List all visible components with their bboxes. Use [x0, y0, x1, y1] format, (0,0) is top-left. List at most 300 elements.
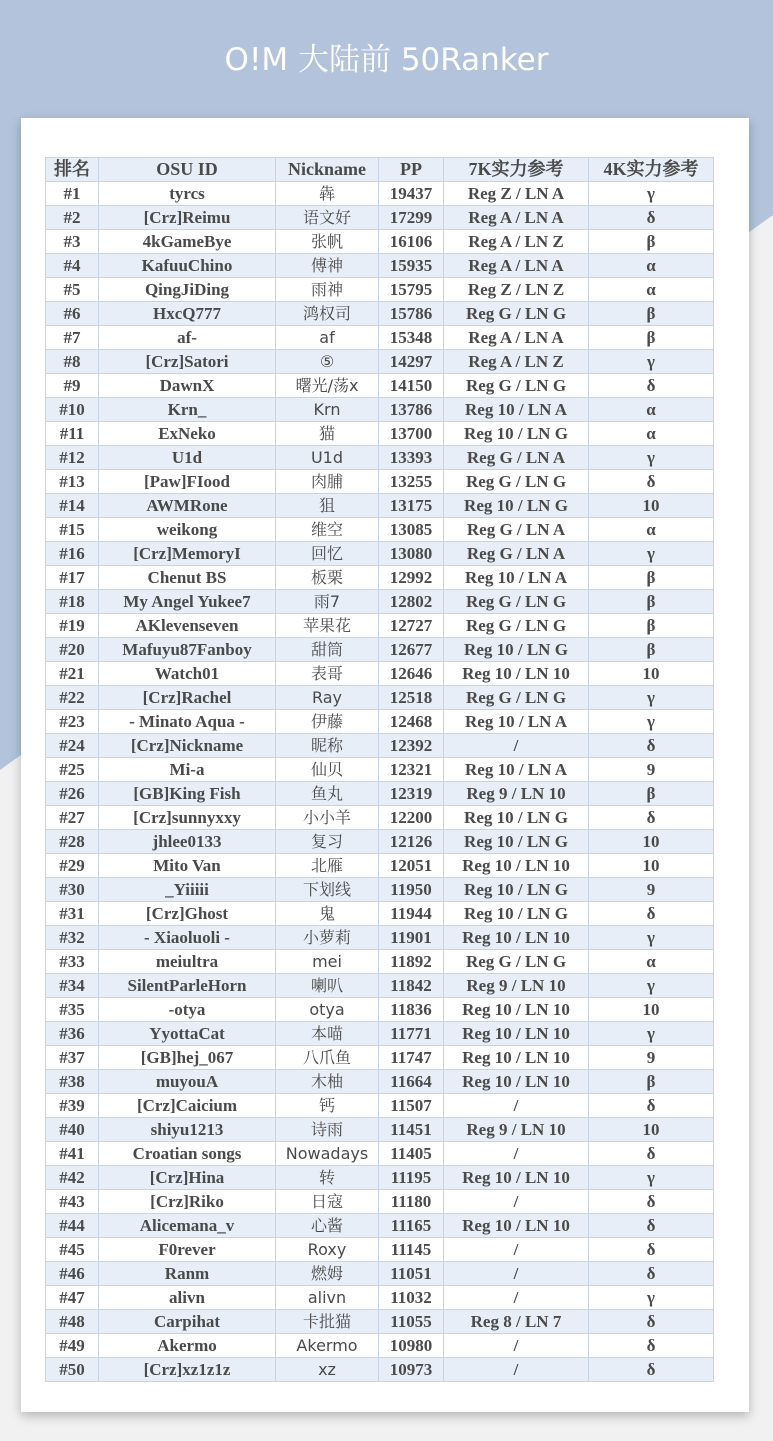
- cell-7k-ref: Reg 9 / LN 10: [444, 1118, 589, 1142]
- cell-osu-id: jhlee0133: [99, 830, 276, 854]
- cell-nickname: 甜筒: [276, 638, 379, 662]
- cell-pp: 12677: [379, 638, 444, 662]
- cell-osu-id: QingJiDing: [99, 278, 276, 302]
- cell-rank: #5: [46, 278, 99, 302]
- table-row: [46, 902, 714, 926]
- cell-osu-id: [Crz]Nickname: [99, 734, 276, 758]
- cell-rank: #45: [46, 1238, 99, 1262]
- cell-4k-ref: γ: [589, 974, 714, 998]
- table-row: [46, 782, 714, 806]
- cell-7k-ref: Reg 10 / LN 10: [444, 1046, 589, 1070]
- cell-rank: #15: [46, 518, 99, 542]
- cell-7k-ref: Reg G / LN G: [444, 374, 589, 398]
- cell-4k-ref: δ: [589, 902, 714, 926]
- table-row: [46, 374, 714, 398]
- cell-7k-ref: Reg A / LN A: [444, 206, 589, 230]
- cell-pp: 15795: [379, 278, 444, 302]
- cell-nickname: 曙光/荡x: [276, 374, 379, 398]
- cell-nickname: 复习: [276, 830, 379, 854]
- cell-osu-id: AKlevenseven: [99, 614, 276, 638]
- cell-7k-ref: Reg 9 / LN 10: [444, 782, 589, 806]
- cell-pp: 15935: [379, 254, 444, 278]
- cell-4k-ref: γ: [589, 446, 714, 470]
- cell-nickname: 鸿权司: [276, 302, 379, 326]
- cell-7k-ref: /: [444, 734, 589, 758]
- cell-rank: #9: [46, 374, 99, 398]
- cell-4k-ref: β: [589, 566, 714, 590]
- cell-rank: #27: [46, 806, 99, 830]
- cell-nickname: mei: [276, 950, 379, 974]
- cell-7k-ref: Reg 10 / LN A: [444, 710, 589, 734]
- cell-rank: #10: [46, 398, 99, 422]
- cell-7k-ref: Reg 10 / LN 10: [444, 998, 589, 1022]
- cell-nickname: 小萝莉: [276, 926, 379, 950]
- cell-pp: 13080: [379, 542, 444, 566]
- table-row: [46, 206, 714, 230]
- cell-nickname: 板栗: [276, 566, 379, 590]
- cell-pp: 13255: [379, 470, 444, 494]
- cell-7k-ref: Reg G / LN G: [444, 302, 589, 326]
- cell-4k-ref: δ: [589, 1334, 714, 1358]
- table-row: [46, 1166, 714, 1190]
- cell-pp: 11051: [379, 1262, 444, 1286]
- cell-rank: #32: [46, 926, 99, 950]
- cell-7k-ref: Reg A / LN A: [444, 254, 589, 278]
- cell-osu-id: Chenut BS: [99, 566, 276, 590]
- cell-7k-ref: /: [444, 1094, 589, 1118]
- cell-osu-id: DawnX: [99, 374, 276, 398]
- table-row: [46, 854, 714, 878]
- cell-7k-ref: Reg G / LN G: [444, 686, 589, 710]
- header-7k-ref: 7K实力参考: [444, 158, 589, 182]
- cell-rank: #40: [46, 1118, 99, 1142]
- cell-7k-ref: Reg 10 / LN G: [444, 830, 589, 854]
- cell-4k-ref: γ: [589, 1286, 714, 1310]
- header-osu-id: OSU ID: [99, 158, 276, 182]
- cell-nickname: 日寇: [276, 1190, 379, 1214]
- cell-7k-ref: Reg 10 / LN 10: [444, 1214, 589, 1238]
- cell-nickname: otya: [276, 998, 379, 1022]
- table-row: [46, 350, 714, 374]
- cell-4k-ref: β: [589, 590, 714, 614]
- cell-rank: #25: [46, 758, 99, 782]
- cell-osu-id: [Crz]Rachel: [99, 686, 276, 710]
- header-rank: 排名: [46, 158, 99, 182]
- cell-osu-id: Alicemana_v: [99, 1214, 276, 1238]
- cell-4k-ref: β: [589, 1070, 714, 1094]
- table-row: [46, 542, 714, 566]
- cell-7k-ref: Reg 10 / LN G: [444, 806, 589, 830]
- table-row: [46, 302, 714, 326]
- cell-pp: 11145: [379, 1238, 444, 1262]
- cell-pp: 11901: [379, 926, 444, 950]
- cell-nickname: 伊藤: [276, 710, 379, 734]
- cell-osu-id: [Crz]Riko: [99, 1190, 276, 1214]
- cell-4k-ref: γ: [589, 1022, 714, 1046]
- cell-7k-ref: /: [444, 1238, 589, 1262]
- cell-osu-id: Croatian songs: [99, 1142, 276, 1166]
- table-row: [46, 998, 714, 1022]
- cell-7k-ref: Reg 10 / LN A: [444, 758, 589, 782]
- cell-4k-ref: γ: [589, 926, 714, 950]
- cell-osu-id: - Minato Aqua -: [99, 710, 276, 734]
- table-row: [46, 950, 714, 974]
- cell-rank: #31: [46, 902, 99, 926]
- cell-osu-id: _Yiiiii: [99, 878, 276, 902]
- cell-4k-ref: δ: [589, 1094, 714, 1118]
- cell-rank: #41: [46, 1142, 99, 1166]
- cell-nickname: Nowadays: [276, 1142, 379, 1166]
- cell-7k-ref: Reg Z / LN Z: [444, 278, 589, 302]
- cell-pp: 11842: [379, 974, 444, 998]
- table-row: [46, 806, 714, 830]
- cell-7k-ref: Reg Z / LN A: [444, 182, 589, 206]
- cell-7k-ref: Reg G / LN G: [444, 614, 589, 638]
- ranking-card: [21, 118, 749, 1412]
- cell-4k-ref: 10: [589, 830, 714, 854]
- cell-7k-ref: /: [444, 1142, 589, 1166]
- cell-4k-ref: γ: [589, 686, 714, 710]
- cell-nickname: 转: [276, 1166, 379, 1190]
- table-body: [46, 182, 714, 1382]
- cell-4k-ref: δ: [589, 1190, 714, 1214]
- cell-pp: 11836: [379, 998, 444, 1022]
- cell-pp: 12321: [379, 758, 444, 782]
- cell-4k-ref: γ: [589, 710, 714, 734]
- cell-nickname: 喇叭: [276, 974, 379, 998]
- cell-osu-id: [Crz]sunnyxxy: [99, 806, 276, 830]
- cell-4k-ref: β: [589, 326, 714, 350]
- cell-pp: 12051: [379, 854, 444, 878]
- cell-osu-id: tyrcs: [99, 182, 276, 206]
- cell-4k-ref: δ: [589, 374, 714, 398]
- cell-7k-ref: /: [444, 1334, 589, 1358]
- table-row: [46, 710, 714, 734]
- cell-osu-id: meiultra: [99, 950, 276, 974]
- table-row: [46, 758, 714, 782]
- cell-nickname: 诗雨: [276, 1118, 379, 1142]
- cell-7k-ref: Reg 10 / LN G: [444, 494, 589, 518]
- cell-osu-id: [Paw]FIood: [99, 470, 276, 494]
- cell-osu-id: shiyu1213: [99, 1118, 276, 1142]
- cell-rank: #17: [46, 566, 99, 590]
- cell-pp: 11664: [379, 1070, 444, 1094]
- table-row: [46, 278, 714, 302]
- cell-7k-ref: /: [444, 1190, 589, 1214]
- header-nickname: Nickname: [276, 158, 379, 182]
- table-row: [46, 878, 714, 902]
- table-row: [46, 1022, 714, 1046]
- cell-nickname: 本喵: [276, 1022, 379, 1046]
- cell-pp: 12468: [379, 710, 444, 734]
- cell-7k-ref: Reg G / LN A: [444, 518, 589, 542]
- cell-osu-id: ExNeko: [99, 422, 276, 446]
- cell-osu-id: [GB]King Fish: [99, 782, 276, 806]
- cell-rank: #49: [46, 1334, 99, 1358]
- cell-osu-id: [Crz]Satori: [99, 350, 276, 374]
- cell-pp: 15348: [379, 326, 444, 350]
- cell-7k-ref: Reg 10 / LN G: [444, 878, 589, 902]
- ranking-table: [45, 157, 714, 1382]
- cell-7k-ref: Reg 9 / LN 10: [444, 974, 589, 998]
- cell-rank: #33: [46, 950, 99, 974]
- cell-pp: 11507: [379, 1094, 444, 1118]
- cell-4k-ref: 9: [589, 758, 714, 782]
- cell-7k-ref: /: [444, 1358, 589, 1382]
- cell-rank: #50: [46, 1358, 99, 1382]
- cell-7k-ref: Reg A / LN Z: [444, 350, 589, 374]
- cell-4k-ref: 10: [589, 662, 714, 686]
- cell-pp: 11451: [379, 1118, 444, 1142]
- cell-nickname: 苹果花: [276, 614, 379, 638]
- cell-rank: #43: [46, 1190, 99, 1214]
- cell-7k-ref: Reg 10 / LN 10: [444, 1166, 589, 1190]
- cell-pp: 11892: [379, 950, 444, 974]
- cell-pp: 12727: [379, 614, 444, 638]
- table-row: [46, 326, 714, 350]
- table-row: [46, 638, 714, 662]
- cell-7k-ref: Reg A / LN A: [444, 326, 589, 350]
- table-row: [46, 1238, 714, 1262]
- table-row: [46, 662, 714, 686]
- cell-nickname: af: [276, 326, 379, 350]
- cell-rank: #7: [46, 326, 99, 350]
- cell-pp: 16106: [379, 230, 444, 254]
- cell-7k-ref: Reg 10 / LN G: [444, 902, 589, 926]
- cell-4k-ref: β: [589, 638, 714, 662]
- table-row: [46, 398, 714, 422]
- cell-nickname: 木柚: [276, 1070, 379, 1094]
- cell-pp: 11405: [379, 1142, 444, 1166]
- cell-nickname: 卡批猫: [276, 1310, 379, 1334]
- cell-4k-ref: α: [589, 398, 714, 422]
- cell-pp: 13175: [379, 494, 444, 518]
- table-row: [46, 734, 714, 758]
- cell-rank: #46: [46, 1262, 99, 1286]
- cell-nickname: 钙: [276, 1094, 379, 1118]
- cell-pp: 11055: [379, 1310, 444, 1334]
- cell-nickname: 语文好: [276, 206, 379, 230]
- table-row: [46, 254, 714, 278]
- page-title: O!M 大陆前 50Ranker: [224, 42, 549, 78]
- cell-4k-ref: 10: [589, 494, 714, 518]
- cell-4k-ref: δ: [589, 470, 714, 494]
- table-row: [46, 974, 714, 998]
- cell-4k-ref: γ: [589, 350, 714, 374]
- table-row: [46, 1214, 714, 1238]
- cell-4k-ref: β: [589, 614, 714, 638]
- cell-nickname: 鱼丸: [276, 782, 379, 806]
- cell-osu-id: Ranm: [99, 1262, 276, 1286]
- cell-osu-id: Carpihat: [99, 1310, 276, 1334]
- cell-nickname: 仙贝: [276, 758, 379, 782]
- cell-pp: 12319: [379, 782, 444, 806]
- cell-7k-ref: Reg 8 / LN 7: [444, 1310, 589, 1334]
- cell-rank: #44: [46, 1214, 99, 1238]
- cell-4k-ref: 10: [589, 998, 714, 1022]
- cell-rank: #34: [46, 974, 99, 998]
- cell-nickname: Akermo: [276, 1334, 379, 1358]
- cell-4k-ref: γ: [589, 542, 714, 566]
- cell-nickname: 小小羊: [276, 806, 379, 830]
- cell-nickname: 张帆: [276, 230, 379, 254]
- cell-4k-ref: β: [589, 782, 714, 806]
- cell-7k-ref: Reg 10 / LN G: [444, 422, 589, 446]
- cell-rank: #11: [46, 422, 99, 446]
- cell-4k-ref: α: [589, 950, 714, 974]
- cell-rank: #6: [46, 302, 99, 326]
- cell-4k-ref: δ: [589, 734, 714, 758]
- cell-osu-id: Mafuyu87Fanboy: [99, 638, 276, 662]
- cell-4k-ref: δ: [589, 1310, 714, 1334]
- cell-nickname: 肉脯: [276, 470, 379, 494]
- cell-rank: #35: [46, 998, 99, 1022]
- table-header-row: [46, 158, 714, 182]
- cell-4k-ref: 9: [589, 1046, 714, 1070]
- cell-rank: #47: [46, 1286, 99, 1310]
- table-row: [46, 926, 714, 950]
- cell-pp: 12646: [379, 662, 444, 686]
- cell-osu-id: [Crz]Reimu: [99, 206, 276, 230]
- cell-pp: 11950: [379, 878, 444, 902]
- cell-pp: 12392: [379, 734, 444, 758]
- cell-pp: 11771: [379, 1022, 444, 1046]
- cell-osu-id: HxcQ777: [99, 302, 276, 326]
- cell-osu-id: YyottaCat: [99, 1022, 276, 1046]
- cell-4k-ref: 10: [589, 854, 714, 878]
- cell-pp: 12126: [379, 830, 444, 854]
- cell-rank: #1: [46, 182, 99, 206]
- cell-rank: #48: [46, 1310, 99, 1334]
- cell-4k-ref: 9: [589, 878, 714, 902]
- cell-osu-id: U1d: [99, 446, 276, 470]
- cell-osu-id: Mito Van: [99, 854, 276, 878]
- cell-pp: 13393: [379, 446, 444, 470]
- cell-4k-ref: δ: [589, 1358, 714, 1382]
- cell-rank: #8: [46, 350, 99, 374]
- cell-7k-ref: Reg 10 / LN 10: [444, 1070, 589, 1094]
- cell-4k-ref: δ: [589, 806, 714, 830]
- cell-osu-id: Akermo: [99, 1334, 276, 1358]
- cell-4k-ref: 10: [589, 1118, 714, 1142]
- cell-pp: 13786: [379, 398, 444, 422]
- cell-7k-ref: Reg 10 / LN 10: [444, 1022, 589, 1046]
- cell-osu-id: weikong: [99, 518, 276, 542]
- cell-7k-ref: Reg G / LN A: [444, 542, 589, 566]
- cell-nickname: 心酱: [276, 1214, 379, 1238]
- cell-osu-id: KafuuChino: [99, 254, 276, 278]
- cell-osu-id: [Crz]Hina: [99, 1166, 276, 1190]
- table-row: [46, 830, 714, 854]
- cell-rank: #30: [46, 878, 99, 902]
- cell-osu-id: muyouA: [99, 1070, 276, 1094]
- cell-rank: #38: [46, 1070, 99, 1094]
- cell-pp: 10973: [379, 1358, 444, 1382]
- cell-nickname: ⑤: [276, 350, 379, 374]
- cell-pp: 13700: [379, 422, 444, 446]
- cell-osu-id: Watch01: [99, 662, 276, 686]
- cell-rank: #28: [46, 830, 99, 854]
- cell-pp: 14150: [379, 374, 444, 398]
- cell-4k-ref: δ: [589, 1142, 714, 1166]
- cell-7k-ref: /: [444, 1262, 589, 1286]
- cell-osu-id: F0rever: [99, 1238, 276, 1262]
- cell-osu-id: af-: [99, 326, 276, 350]
- cell-osu-id: alivn: [99, 1286, 276, 1310]
- table-row: [46, 446, 714, 470]
- cell-nickname: 燃姆: [276, 1262, 379, 1286]
- table-row: [46, 1286, 714, 1310]
- cell-4k-ref: δ: [589, 1214, 714, 1238]
- cell-rank: #24: [46, 734, 99, 758]
- cell-nickname: alivn: [276, 1286, 379, 1310]
- cell-4k-ref: γ: [589, 182, 714, 206]
- table-row: [46, 1310, 714, 1334]
- cell-nickname: 雨7: [276, 590, 379, 614]
- cell-rank: #12: [46, 446, 99, 470]
- cell-pp: 19437: [379, 182, 444, 206]
- cell-pp: 13085: [379, 518, 444, 542]
- table-row: [46, 1046, 714, 1070]
- cell-nickname: 维空: [276, 518, 379, 542]
- cell-4k-ref: δ: [589, 1262, 714, 1286]
- table-row: [46, 1118, 714, 1142]
- cell-osu-id: [Crz]MemoryI: [99, 542, 276, 566]
- cell-4k-ref: δ: [589, 1238, 714, 1262]
- cell-nickname: 表哥: [276, 662, 379, 686]
- table-row: [46, 518, 714, 542]
- cell-nickname: 鬼: [276, 902, 379, 926]
- cell-nickname: xz: [276, 1358, 379, 1382]
- cell-rank: #18: [46, 590, 99, 614]
- cell-7k-ref: Reg G / LN G: [444, 470, 589, 494]
- cell-osu-id: [Crz]xz1z1z: [99, 1358, 276, 1382]
- cell-nickname: 猫: [276, 422, 379, 446]
- header-pp: PP: [379, 158, 444, 182]
- cell-rank: #14: [46, 494, 99, 518]
- cell-osu-id: SilentParleHorn: [99, 974, 276, 998]
- cell-nickname: 北雁: [276, 854, 379, 878]
- cell-7k-ref: Reg 10 / LN 10: [444, 854, 589, 878]
- cell-7k-ref: Reg 10 / LN 10: [444, 926, 589, 950]
- cell-nickname: Krn: [276, 398, 379, 422]
- cell-osu-id: [Crz]Caicium: [99, 1094, 276, 1118]
- table-row: [46, 422, 714, 446]
- cell-osu-id: [Crz]Ghost: [99, 902, 276, 926]
- cell-rank: #26: [46, 782, 99, 806]
- cell-osu-id: - Xiaoluoli -: [99, 926, 276, 950]
- cell-rank: #39: [46, 1094, 99, 1118]
- table-row: [46, 494, 714, 518]
- table-row: [46, 182, 714, 206]
- cell-pp: 15786: [379, 302, 444, 326]
- cell-nickname: 傅神: [276, 254, 379, 278]
- cell-rank: #42: [46, 1166, 99, 1190]
- cell-rank: #22: [46, 686, 99, 710]
- cell-7k-ref: Reg G / LN G: [444, 950, 589, 974]
- cell-nickname: 犇: [276, 182, 379, 206]
- cell-nickname: 昵称: [276, 734, 379, 758]
- cell-7k-ref: Reg 10 / LN A: [444, 566, 589, 590]
- cell-pp: 12200: [379, 806, 444, 830]
- cell-rank: #23: [46, 710, 99, 734]
- cell-osu-id: Krn_: [99, 398, 276, 422]
- cell-nickname: 八爪鱼: [276, 1046, 379, 1070]
- cell-rank: #2: [46, 206, 99, 230]
- cell-osu-id: 4kGameBye: [99, 230, 276, 254]
- cell-pp: 12518: [379, 686, 444, 710]
- cell-pp: 14297: [379, 350, 444, 374]
